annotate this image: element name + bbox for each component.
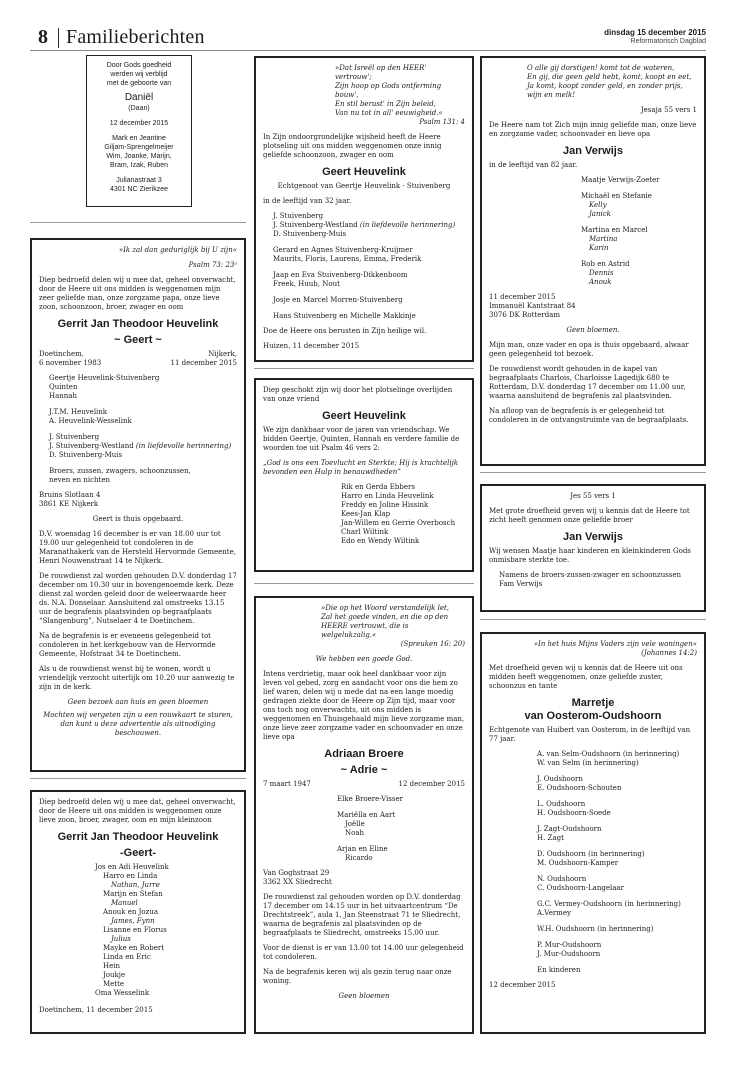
list-item: A. Heuvelink-Wesselink bbox=[49, 417, 132, 425]
list-item: Anouk bbox=[589, 278, 612, 286]
list-item: Noah bbox=[345, 829, 365, 837]
verse-reference: (Johannes 14:2) bbox=[641, 649, 697, 657]
list-item: H. Oudshoorn-Soede bbox=[537, 809, 611, 817]
age-line: in de leeftijd van 82 jaar. bbox=[489, 161, 578, 169]
list-item: Edo en Wendy Wiltink bbox=[341, 537, 420, 545]
place-date: Doetinchem, 11 december 2015 bbox=[39, 1006, 153, 1014]
list-item: J. Zagt-Oudshoorn bbox=[537, 825, 602, 833]
list-item: Kelly bbox=[589, 201, 607, 209]
date: 11 december 2015 bbox=[489, 293, 556, 301]
list-item: L. Oudshoorn bbox=[537, 800, 586, 808]
list-item: J. Stuivenberg bbox=[49, 433, 100, 441]
list-item: J.T.M. Heuvelink bbox=[49, 408, 108, 416]
date: 12 december 2015 bbox=[489, 981, 556, 989]
attendance-text: Als u de rouwdienst wenst bij te wonen, wordt u vriendelijk verzocht uiterlijk om 10.20 uur aanwezig te zijn in de kerk. bbox=[39, 665, 235, 691]
family-list bbox=[263, 795, 465, 863]
obituary-gerrit-jan-wife bbox=[30, 238, 246, 772]
list-item: Jos en Adi Heuvelink bbox=[95, 863, 169, 871]
obituary-geert-in-laws bbox=[254, 56, 474, 362]
masthead-divider bbox=[58, 28, 59, 48]
deceased-nickname: -Geert- bbox=[119, 847, 157, 859]
list-item: James, Fynn bbox=[111, 917, 155, 925]
column-rule bbox=[30, 778, 246, 779]
psalm-quote: „God is ons een Toevlucht en Sterkte; Hij is krachtelijk bevonden een Hulp in benauwdheden” bbox=[263, 459, 458, 476]
birth-date: 12 december 2015 bbox=[109, 120, 169, 127]
birth-announcement bbox=[86, 55, 192, 207]
deceased-nickname: ~ Geert ~ bbox=[114, 334, 162, 346]
intro-text: Diep bedroefd delen wij u mee dat, geheel onverwacht, door de Heere uit ons midden is weggenomen onze lieve zoon, broer, zwager, oom en mijn kleinzoon bbox=[39, 798, 236, 824]
verse: »In het huis Mijns Vaders zijn vele woningen« bbox=[533, 640, 697, 648]
list-item: Martina en Marcel bbox=[581, 226, 648, 234]
deceased-nickname: ~ Adrie ~ bbox=[340, 764, 388, 776]
list-item: Kees-Jan Klap bbox=[341, 510, 391, 518]
address: Immanuël Kantstraat 84 3076 DK Rotterdam bbox=[489, 302, 576, 319]
list-item: W. van Selm (in herinnering) bbox=[537, 759, 639, 767]
intro-text: Intens verdrietig, maar ook heel dankbaar voor zijn leven vol gebed, zorg en aandacht voor ons die hem zo lief waren, delen wij u mede dat na een lange moedig gedragen ziekte door de Heere op Zijn tijd, maar voor ons toch nog onverwachts, uit ons midden is weggenomen en Thuisgehaald mijn lieve zorgzame man, onze lieve zeer zorgzame vader en schoonvader en onze lieve opa bbox=[263, 670, 465, 741]
list-item: J. Mur-Oudshoorn bbox=[537, 950, 601, 958]
list-item: Josje en Marcel Morren-Stuivenberg bbox=[273, 296, 403, 304]
list-item: Arjan en Eline bbox=[337, 845, 388, 853]
family-list bbox=[263, 212, 465, 321]
column-rule bbox=[480, 619, 706, 620]
closing-note: Geen bloemen bbox=[338, 992, 390, 1000]
list-item: Elke Broere-Visser bbox=[337, 795, 403, 803]
obituary-jan-verwijs-family bbox=[480, 56, 706, 466]
obituary-adriaan-broere bbox=[254, 596, 474, 1034]
address: Van Goghstraat 29 3362 XX Sliedrecht bbox=[263, 869, 332, 886]
after-funeral-text: Na de begrafenis is er eveneens gelegenheid tot condoleren in het kerkgebouw van de Hervormde Gemeente, Hofstraat 34 te Doetinchem. bbox=[39, 632, 216, 658]
list-item: Karin bbox=[589, 244, 609, 252]
intro-text: Diep bedroefd delen wij u mee dat, geheel onverwacht, door de Heere uit ons midden is weggenomen mijn zeer geliefde man, onze zorgzame papa, onze lieve zoon, schoonzoon, broer, zwager en oom bbox=[39, 276, 236, 311]
list-item: Quinten bbox=[49, 383, 78, 391]
life-dates: Doetinchem, 6 november 1983 Nijkerk, 11 december 2015 bbox=[39, 350, 237, 367]
list-item: J. Stuivenberg bbox=[273, 212, 324, 220]
place-date: Huizen, 11 december 2015 bbox=[263, 342, 360, 350]
list-item: Charl Wiltink bbox=[341, 528, 389, 536]
list-item: Joukje bbox=[103, 971, 126, 979]
list-item: Ricardo bbox=[345, 854, 373, 862]
list-item: H. Zagt bbox=[537, 834, 564, 842]
verse-reference: Jesaja 55 vers 1 bbox=[640, 106, 697, 114]
no-visit-note: Geen bezoek aan huis en geen bloemen bbox=[67, 698, 209, 706]
intro-text: In Zijn ondoorgrondelijke wijsheid heeft de Heere plotseling uit ons midden weggenomen onze innig geliefde schoonzoon, zwager en oom bbox=[263, 133, 442, 159]
list-item: Jan-Willem en Gerrie Overbosch bbox=[341, 519, 456, 527]
laid-out-note: Geert is thuis opgebaard. bbox=[92, 515, 184, 523]
list-item: W.H. Oudshoorn (in herinnering) bbox=[537, 925, 654, 933]
verse: »Ik zal dan geduriglijk bij U zijn« bbox=[118, 246, 237, 254]
verse: »Die op het Woord verstandelijk let, Zal het goede vinden, en die op den HEERE vertrouwt, die is welgelukzalig.« bbox=[321, 604, 449, 639]
deceased-name: Jan Verwijs bbox=[563, 531, 623, 543]
list-item: Nathan, Jurre bbox=[111, 881, 160, 889]
baby-name: Daniël bbox=[124, 92, 154, 103]
spouse-line: Echtgenoot van Geertje Heuvelink - Stuivenberg bbox=[277, 182, 451, 190]
deceased-name: Jan Verwijs bbox=[563, 145, 623, 157]
obituary-geert-friends bbox=[254, 378, 474, 572]
list-item: Mariëlla en Aart bbox=[337, 811, 396, 819]
column-rule bbox=[480, 472, 706, 473]
intro-text: Met droefheid geven wij u kennis dat de Heere uit ons midden heeft weggenomen, onze geliefde zuster, schoonzus en tante bbox=[489, 664, 683, 690]
after-funeral-text: Na de begrafenis keren wij als gezin terug naar onze woning. bbox=[263, 968, 452, 985]
list-item: Linda en Eric bbox=[103, 953, 151, 961]
verse-reference: Psalm 73: 23ᵃ bbox=[188, 261, 237, 269]
list-item: Rob en Astrid bbox=[581, 260, 630, 268]
list-item: J. Stuivenberg-Westland (in liefdevolle herinnering) bbox=[273, 221, 456, 229]
list-item: Manuel bbox=[111, 899, 138, 907]
list-item: Jaap en Eva Stuivenberg-Dikkenboom bbox=[273, 271, 408, 279]
verse-reference: (Spreuken 16: 20) bbox=[400, 640, 465, 648]
column-rule bbox=[30, 222, 246, 223]
birth-intro: Door Gods goedheid werden wij verblijd met de geboorte van bbox=[106, 62, 172, 87]
page-number: 8 bbox=[38, 26, 48, 48]
list-item: Harro en Linda bbox=[103, 872, 158, 880]
list-item: Martina bbox=[589, 235, 618, 243]
birth-address: Julianastraat 3 4301 NC Zierikzee bbox=[110, 177, 168, 193]
list-item: Lisanne en Florus bbox=[103, 926, 167, 934]
masthead bbox=[30, 24, 706, 50]
obituary-gerrit-jan-parents bbox=[30, 790, 246, 1034]
closing-text: Doe de Heere ons berusten in Zijn heilige wil. bbox=[263, 327, 427, 335]
section-title: Familieberichten bbox=[66, 26, 205, 48]
list-item: Dennis bbox=[589, 269, 614, 277]
laid-out-text: Mijn man, onze vader en opa is thuis opgebaard, alwaar geen gelegenheid tot bezoek. bbox=[489, 341, 689, 358]
funeral-text: De rouwdienst wordt gehouden in de kapel van begraafplaats Charlois, Charloisse Lagedijk 680 te Rotterdam, D.V. donderdag 17 december om 11.00 uur, waarna aansluitend de begrafenis zal plaatsvinden. bbox=[489, 365, 686, 400]
column-rule bbox=[254, 368, 474, 369]
condolence-text: Voor de dienst is er van 13.00 tot 14.00 uur gelegenheid tot condoleren. bbox=[263, 944, 464, 961]
deceased-surname: van Oosterom-Oudshoorn bbox=[524, 710, 662, 722]
deceased-name: Adriaan Broere bbox=[324, 748, 404, 760]
list-item: Marijn en Stefan bbox=[103, 890, 163, 898]
family-list bbox=[39, 374, 237, 485]
deceased-name: Marretje bbox=[571, 697, 615, 709]
list-item: Rik en Gerda Ebbers bbox=[341, 483, 415, 491]
list-item: Hannah bbox=[49, 392, 77, 400]
birth-parents: Mark en Jeantine Giljam-Sprengelmeijer Wim, Joanke, Marijn, Bram, Izak, Ruben bbox=[104, 135, 174, 169]
list-item: E. Oudshoorn-Schouten bbox=[537, 784, 622, 792]
list-item: Julius bbox=[111, 935, 131, 943]
closing-note: Mochten wij vergeten zijn u een rouwkaart te sturen, dan kunt u deze advertentie als uitnodiging beschouwen. bbox=[43, 711, 233, 737]
list-item: Joëlle bbox=[345, 820, 365, 828]
verse: O alle gij dorstigen! komt tot de wateren, En gij, die geen geld hebt, komt, koopt en eet, Ja komt, koopt zonder geld, en zonder prijs, wijn en melk! bbox=[527, 64, 692, 99]
intro-text: De Heere nam tot Zich mijn innig geliefde man, onze lieve en zorgzame vader, schoonvader en lieve opa bbox=[489, 121, 697, 138]
list-item: G.C. Vermey-Oudshoorn (in herinnering) bbox=[537, 900, 681, 908]
list-item: Janick bbox=[589, 210, 611, 218]
family-list bbox=[489, 750, 697, 975]
deceased-name: Gerrit Jan Theodoor Heuvelink bbox=[57, 831, 219, 843]
list-item: Hans Stuivenberg en Michelle Makkinje bbox=[273, 312, 416, 320]
verse-reference: Jes 55 vers 1 bbox=[570, 492, 616, 500]
no-flowers-note: Geen bloemen. bbox=[566, 326, 620, 334]
list-item: Michaël en Stefanie bbox=[581, 192, 652, 200]
deceased-name: Geert Heuvelink bbox=[322, 410, 406, 422]
list-item: En kinderen bbox=[537, 966, 581, 974]
condolence-text: D.V. woensdag 16 december is er van 18.00 uur tot 19.00 uur gelegenheid tot condoleren in de Maranathakerk van de Hersteld Hervormde Gemeente, Henri Nouwenstraat 14 te Nijkerk. bbox=[39, 530, 236, 565]
list-item: C. Oudshoorn-Langelaar bbox=[537, 884, 624, 892]
issue-date: dinsdag 15 december 2015 bbox=[604, 28, 706, 37]
deceased-name: Gerrit Jan Theodoor Heuvelink bbox=[57, 318, 219, 330]
list-item: Mayke en Robert bbox=[103, 944, 165, 952]
verse-reference: Psalm 131: 4 bbox=[419, 118, 465, 126]
list-item: Freddy en Joline Hissink bbox=[341, 501, 429, 509]
funeral-text: De rouwdienst zal gehouden worden op D.V. donderdag 17 december om 14.15 uur in het uitvaartcentrum “De Drechtstreek”, aula 1, Jan Steenstraat 71 te Sliedrecht, waarna de begrafenis zal plaatsvinden op de begraafplaats te Sliedrecht, omstreeks 15.00 uur. bbox=[263, 893, 461, 937]
masthead-rule bbox=[30, 50, 706, 51]
list-item: Maurits, Floris, Laurens, Emma, Frederik bbox=[273, 255, 422, 263]
gratitude-text: We zijn dankbaar voor de jaren van vriendschap. We bidden Geertje, Quinten, Hannah en verdere familie de woorden toe uit Psalm 46 vers 2: bbox=[263, 426, 460, 452]
age-line: in de leeftijd van 32 jaar. bbox=[263, 197, 352, 205]
sub-verse: We hebben een goede God. bbox=[315, 655, 413, 663]
wishes-text: Wij wensen Maatje haar kinderen en kleinkinderen Gods onmisbare sterkte toe. bbox=[489, 547, 691, 564]
list-item: Broers, zussen, zwagers, schoonzussen, bbox=[49, 467, 191, 475]
list-item: Geertje Heuvelink-Stuivenberg bbox=[49, 374, 160, 382]
family-list bbox=[39, 863, 237, 998]
list-item: Maatje Verwijs-Zoeter bbox=[581, 176, 660, 184]
obituary-marretje-van-oosterom bbox=[480, 632, 706, 1034]
life-dates: 7 maart 1947 12 december 2015 bbox=[263, 780, 465, 788]
list-item: D. Oudshoorn (in herinnering) bbox=[537, 850, 645, 858]
deceased-name: Geert Heuvelink bbox=[322, 166, 406, 178]
list-item: J. Oudshoorn bbox=[537, 775, 583, 783]
address: Bruins Slotlaan 4 3861 KE Nijkerk bbox=[39, 491, 101, 508]
column-rule bbox=[254, 583, 474, 584]
condolence-text: Na afloop van de begrafenis is er gelegenheid tot condoleren in de ontvangstruimte van de begraafplaats. bbox=[489, 407, 689, 424]
list-item: A. van Selm-Oudshoorn (in herinnering) bbox=[537, 750, 680, 758]
spouse-line: Echtgenote van Huibert van Oosterom, in de leeftijd van 77 jaar. bbox=[489, 726, 691, 743]
list-item: Mette bbox=[103, 980, 125, 988]
list-item: Oma Wesselink bbox=[95, 989, 150, 997]
obituary-jan-verwijs-siblings bbox=[480, 484, 706, 612]
intro-text: Diep geschokt zijn wij door het plotselinge overlijden van onze vriend bbox=[263, 386, 453, 403]
signature: Namens de broers-zussen-zwager en schoonzussen Fam Verwijs bbox=[499, 571, 682, 588]
list-item: D. Stuivenberg-Muis bbox=[273, 230, 347, 238]
friends-list bbox=[263, 483, 465, 546]
list-item: Hein bbox=[103, 962, 120, 970]
list-item: J. Stuivenberg-Westland (in liefdevolle herinnering) bbox=[49, 442, 232, 450]
baby-nickname: (Daan) bbox=[128, 105, 150, 112]
verse: »Dat Isreël op den HEER' vertrouw'; Zijn hoop op Gods ontferming bouw', En stil berust' in Zijn beleid, Van nu tot in all' eeuwigheid.« bbox=[335, 64, 443, 117]
list-item: neven en nichten bbox=[49, 476, 110, 484]
family-list bbox=[489, 176, 697, 287]
list-item: N. Oudshoorn bbox=[537, 875, 587, 883]
newspaper-name: Reformatorisch Dagblad bbox=[630, 38, 706, 45]
list-item: M. Oudshoorn-Kamper bbox=[537, 859, 619, 867]
list-item: A.Vermey bbox=[537, 909, 571, 917]
list-item: Anouk en Jozua bbox=[103, 908, 159, 916]
intro-text: Met grote droefheid geven wij u kennis dat de Heere tot zicht heeft genomen onze geliefde broer bbox=[489, 507, 690, 524]
list-item: Freek, Huub, Nout bbox=[273, 280, 340, 288]
funeral-text: De rouwdienst zal worden gehouden D.V. donderdag 17 december om 10.30 uur in bovengenoemde kerk. Deze dienst zal worden geleid door de weleerwaarde heer ds. N.A. Donselaar. Aansluitend zal omstreeks 13.15 uur de begrafenis plaatsvinden op begraafplaats “Slangenburg”, Nutselaer 4 te Doetinchem. bbox=[39, 572, 237, 625]
list-item: D. Stuivenberg-Muis bbox=[49, 451, 123, 459]
list-item: Harro en Linda Heuvelink bbox=[341, 492, 434, 500]
list-item: Gerard en Agnes Stuivenberg-Kruijmer bbox=[273, 246, 413, 254]
list-item: P. Mur-Oudshoorn bbox=[537, 941, 602, 949]
